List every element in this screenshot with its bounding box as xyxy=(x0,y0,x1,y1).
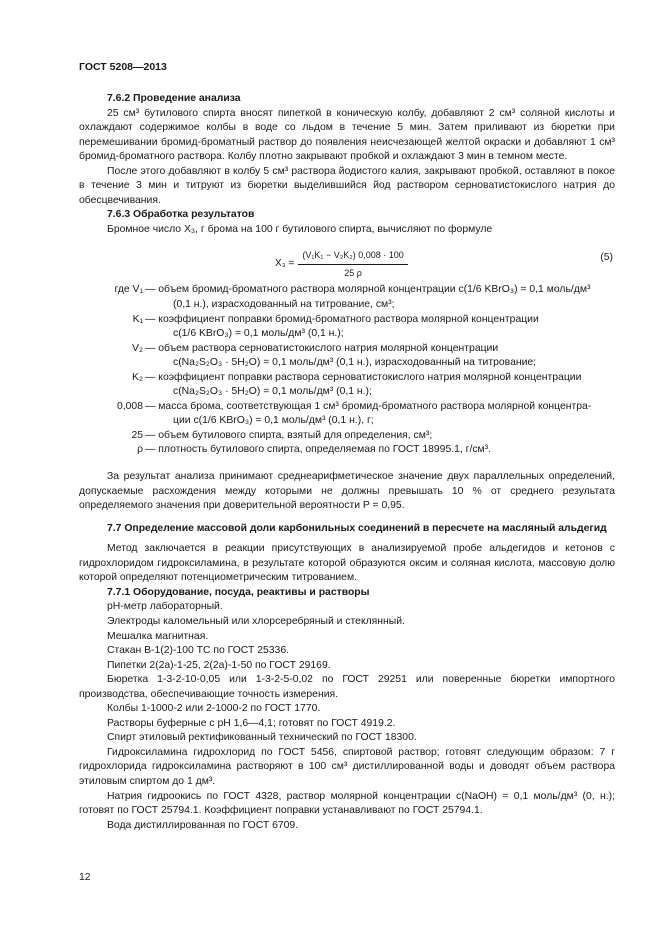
paragraph: 25 см³ бутилового спирта вносят пипеткой в коническую колбу, добавляют 2 см³ соляной кислоты и охлаждают содержимое колбы в воде со льдом в течение 5 мин. Затем приливают из бюретки при перемешивании бромид-броматный раствор до появления неисчезающей желтой окраски и добавляют 1 см³ бромид-броматного раствора. Колбу плотно закрывают пробкой и охлаждают 3 мин в темном месте. xyxy=(79,107,615,163)
definition-symbol: K₂ xyxy=(132,371,143,383)
definition-text: — объем бутилового спирта, взятый для определения, см³; xyxy=(145,429,433,441)
formula-5 xyxy=(79,243,615,279)
section-title-7-7-1: 7.7.1 Оборудование, посуда, реактивы и растворы xyxy=(107,586,370,598)
list-item: Вода дистиллированная по ГОСТ 6709. xyxy=(107,819,299,831)
definition-symbol: 25 xyxy=(131,429,143,441)
definition-symbol: ρ xyxy=(137,444,143,456)
definition-symbol: где V₁ xyxy=(114,284,143,296)
list-item: Гидроксиламина гидрохлорид по ГОСТ 5456, спиртовой раствор; готовят следующим образом: 7 г гидрохлорида гидроксиламина растворяют в 100 см³ дистиллированной воды и доводят объем раствора этиловым спиртом до 1 дм³. xyxy=(79,746,615,787)
section-title-7-6-2: 7.6.2 Проведение анализа xyxy=(107,93,241,104)
formula-fraction xyxy=(298,248,407,280)
formula-expression xyxy=(275,248,408,280)
formula-lhs: X₃ = xyxy=(275,258,295,270)
formula-definitions xyxy=(79,283,615,458)
definition-text: — коэффициент поправки раствора серноватистокислого натрия молярной концентрации xyxy=(145,371,582,383)
formula-numerator: (V₁K₁ − V₂K₂) 0,008 · 100 xyxy=(298,248,407,265)
document-header: ГОСТ 5208—2013 xyxy=(79,61,167,73)
definition-text: — коэффициент поправки бромид-броматного раствора молярной концентрации xyxy=(145,313,539,325)
list-item: Бюретка 1-3-2-10-0,05 или 1-3-2-5-0,02 по ГОСТ 29251 или поверенные бюретки импортного производства, обеспечивающие точность измерения. xyxy=(79,674,615,700)
definition-item xyxy=(79,429,615,444)
definition-symbol: K₁ xyxy=(132,313,143,325)
definition-item xyxy=(79,342,615,371)
definition-continuation: c(Na₂S₂O₃ · 5H₂O) = 0,1 моль/дм³ (0,1 н.), израсходованный на титрование; xyxy=(173,357,537,369)
definition-item xyxy=(79,443,615,458)
list-item: Натрия гидроокись по ГОСТ 4328, раствор молярной концентрации c(NaOH) = 0,1 моль/дм³ (0, н.); готовят по ГОСТ 25794.1. Коэффициент поправки устанавливают по ГОСТ 25794.1. xyxy=(79,790,615,817)
list-item: Мешалка магнитная. xyxy=(107,630,209,642)
definition-symbol: 0,008 xyxy=(116,400,143,412)
definition-text: — объем бромид-броматного раствора молярной концентрации c(1/6 KBrO₃) = 0,1 моль/дм³ xyxy=(145,284,591,296)
list-item: Спирт этиловый ректификованный технический по ГОСТ 18300. xyxy=(107,732,417,744)
definition-continuation: c(1/6 KBrO₃) = 0,1 моль/дм³ (0,1 н.); xyxy=(173,328,344,340)
document-body xyxy=(79,92,615,833)
section-title-7-7: 7.7 Определение массовой доли карбонильных соединений в пересчете на масляный альдегид xyxy=(107,522,607,534)
formula-denominator: 25 ρ xyxy=(344,268,362,279)
list-item: Колбы 1-1000-2 или 2-1000-2 по ГОСТ 1770. xyxy=(107,703,321,715)
definition-item xyxy=(79,400,615,429)
definition-item xyxy=(79,313,615,342)
definition-item xyxy=(79,371,615,400)
definition-continuation: c(Na₂S₂O₃ · 5H₂O) = 0,1 моль/дм³ (0,1 н.); xyxy=(173,386,372,398)
definition-text: — масса брома, соответствующая 1 см³ бромид-броматного раствора молярной концентра- xyxy=(145,400,592,412)
definition-text: — плотность бутилового спирта, определяемая по ГОСТ 18995.1, г/см³. xyxy=(145,444,492,456)
definition-continuation: ции c(1/6 KBrO₃) = 0,1 моль/дм³ (0,1 н.), г; xyxy=(173,415,374,427)
definition-continuation: (0,1 н.), израсходованный на титрование, см³; xyxy=(173,299,395,311)
list-item: Пипетки 2(2а)-1-25, 2(2а)-1-50 по ГОСТ 29169. xyxy=(107,659,331,671)
formula-number: (5) xyxy=(600,252,613,264)
section-title-7-6-3: 7.6.3 Обработка результатов xyxy=(107,209,255,221)
list-item: Стакан В-1(2)-100 ТС по ГОСТ 25336. xyxy=(107,645,289,657)
definition-text: — объем раствора серноватистокислого натрия молярной концентрации xyxy=(145,342,499,354)
paragraph: За результат анализа принимают среднеарифметическое значение двух параллельных определений, допускаемые расхождения между которыми не должны превышать 10 % от среднего результата определяемого значения при доверительной вероятности P = 0,95. xyxy=(79,471,615,512)
list-item: pH-метр лабораторный. xyxy=(107,601,223,613)
formula-intro: Бромное число X₃, г брома на 100 г бутилового спирта, вычисляют по формуле xyxy=(107,223,493,235)
page-number: 12 xyxy=(79,872,91,883)
definition-symbol: V₂ xyxy=(132,342,143,354)
paragraph: После этого добавляют в колбу 5 см³ раствора йодистого калия, закрывают пробкой, оставляют в покое в течение 3 мин и титруют из бюретки выделившийся йод раствором серноватистокислого натрия до обесцвечивания. xyxy=(79,165,615,206)
list-item: Растворы буферные с pH 1,6—4,1; готовят по ГОСТ 4919.2. xyxy=(107,717,396,729)
list-item: Электроды каломельный или хлорсеребряный и стеклянный. xyxy=(107,615,405,627)
paragraph: Метод заключается в реакции присутствующих в анализируемой пробе альдегидов и кетонов с гидрохлоридом гидроксиламина, в результате которой образуются оксим и соляная кислота, массовую долю которой определяют потенциометрическим титрованием. xyxy=(79,543,615,584)
definition-item xyxy=(79,283,615,312)
